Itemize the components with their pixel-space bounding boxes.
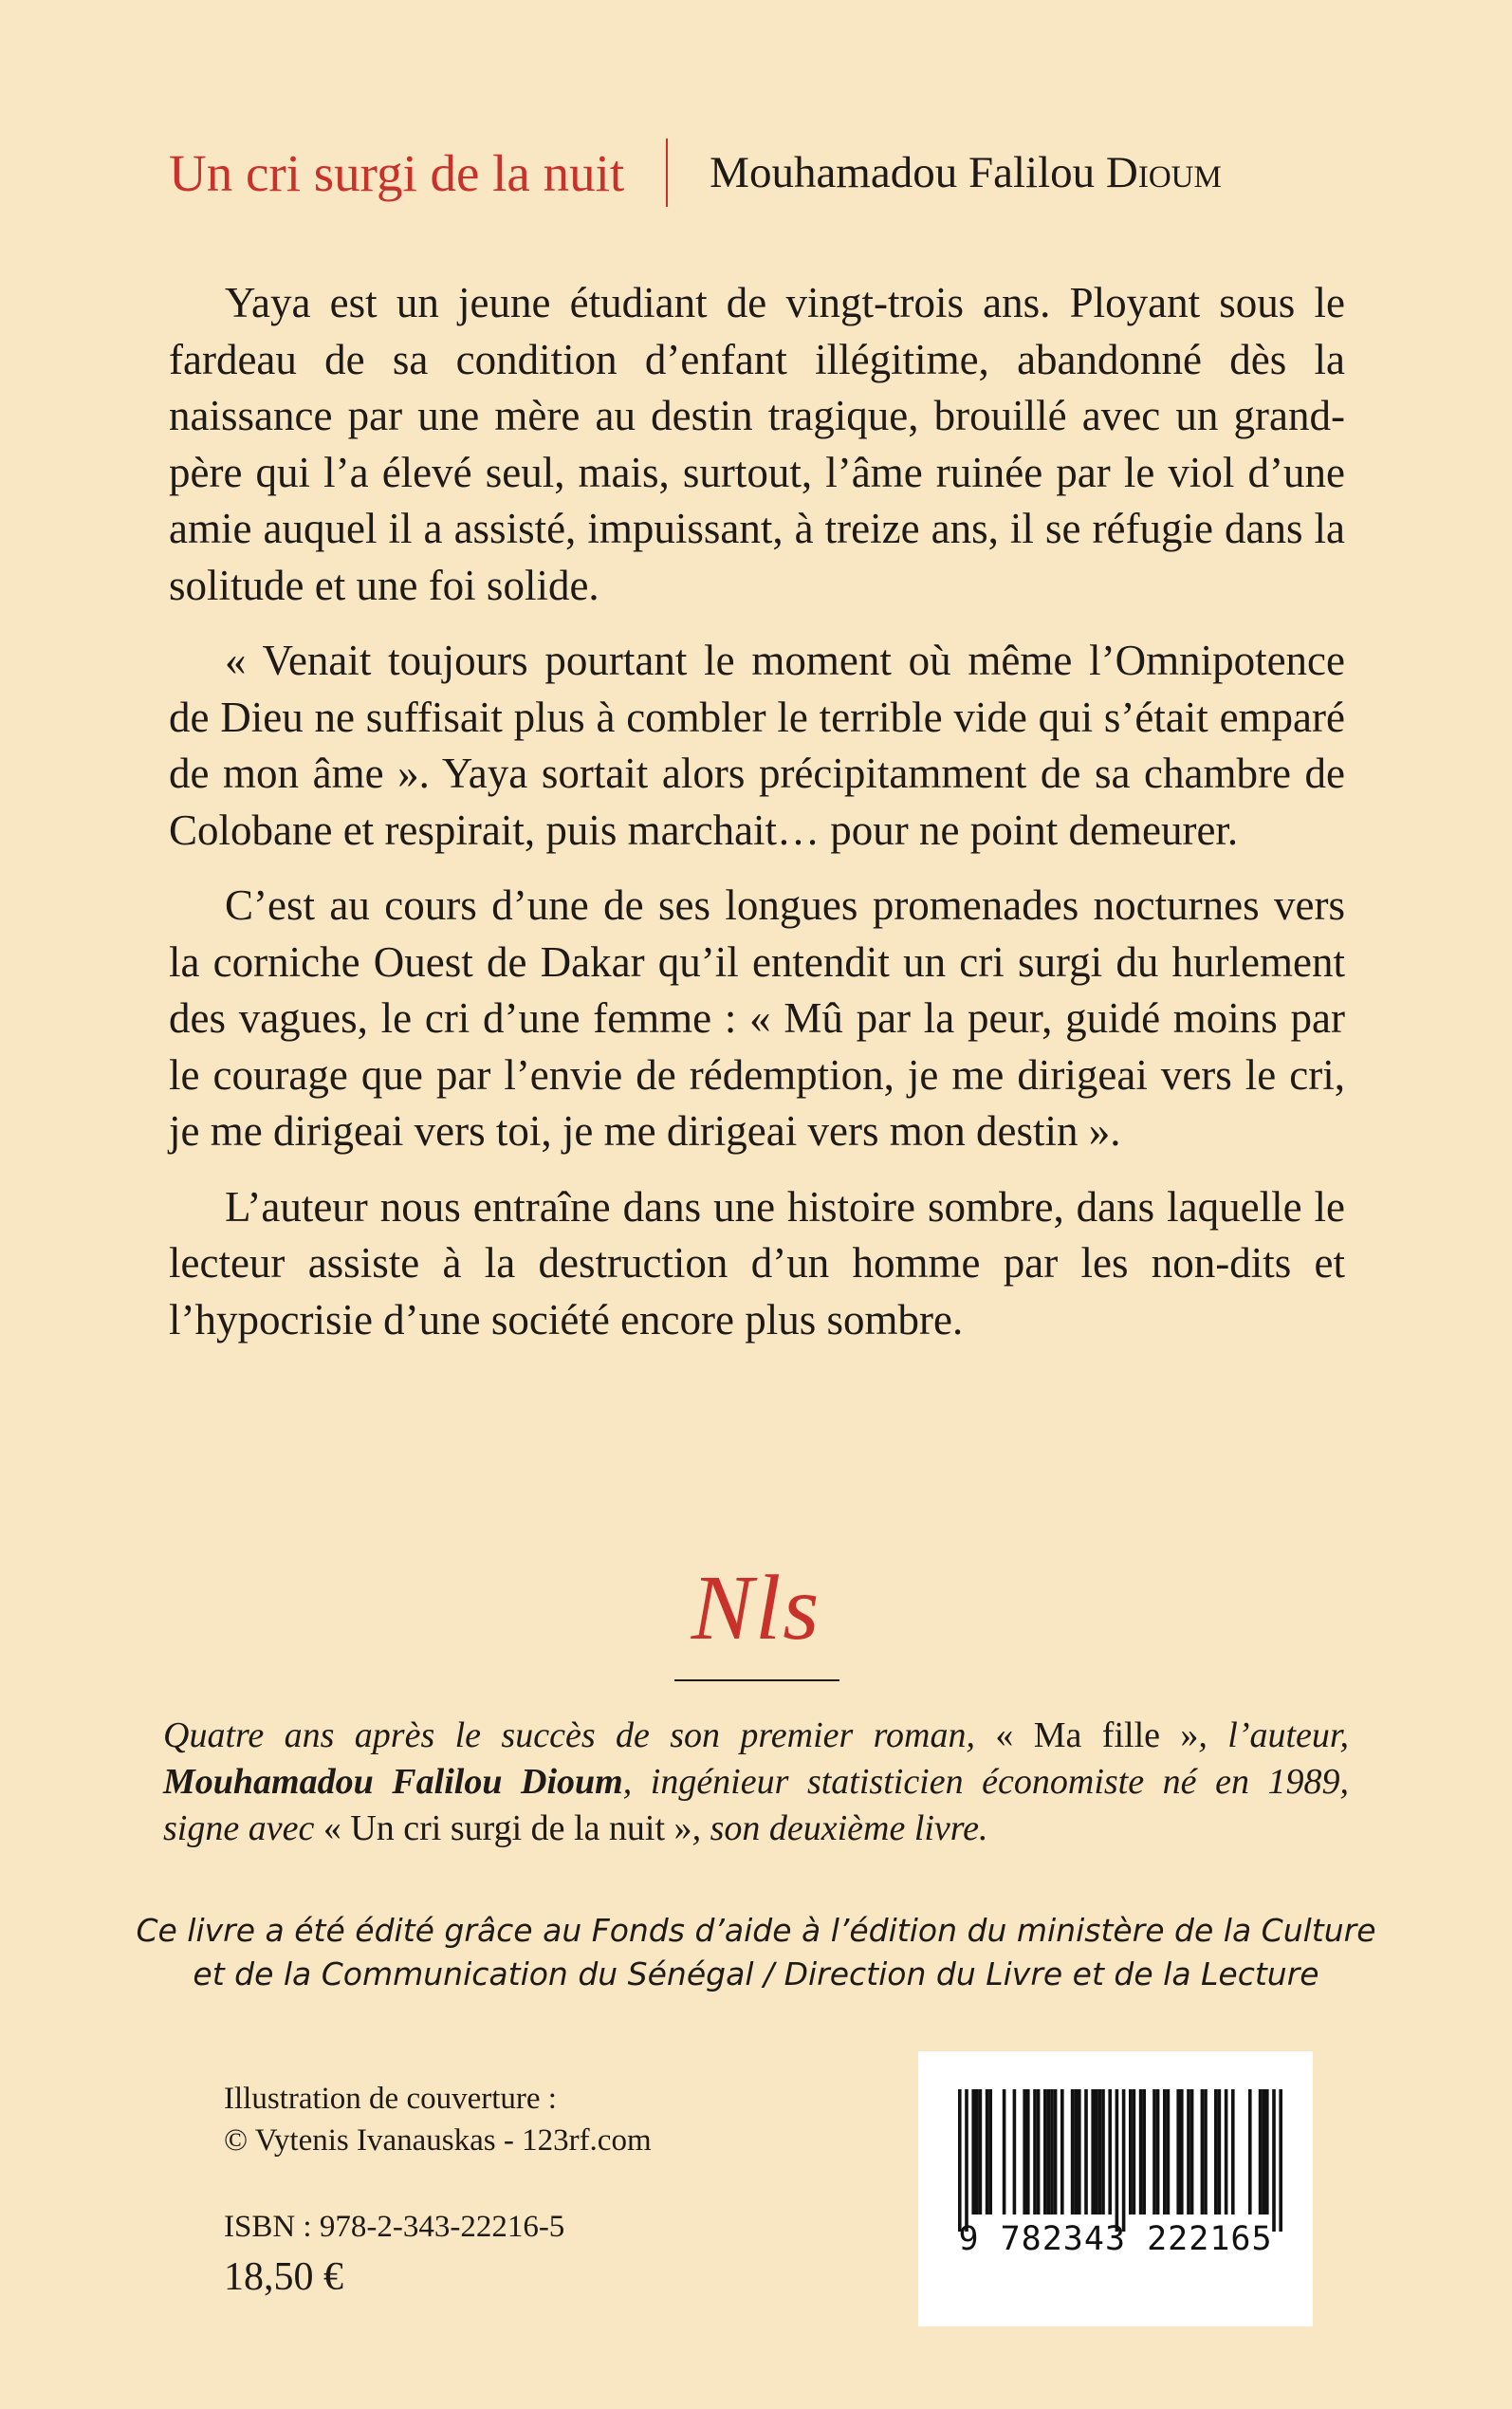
- barcode-bar: [1078, 2089, 1081, 2214]
- barcode-bar: [1225, 2089, 1228, 2214]
- bio-text-1: Quatre ans après le succès de son premier roman,: [163, 1715, 996, 1755]
- barcode-bar: [1023, 2089, 1026, 2214]
- author-last-name: Dioum: [1105, 148, 1222, 197]
- barcode-bar: [1047, 2089, 1051, 2214]
- barcode-bar: [1043, 2089, 1047, 2214]
- barcode-bar: [1026, 2089, 1030, 2214]
- barcode-bar: [1133, 2089, 1136, 2214]
- barcode-bar: [1033, 2089, 1037, 2214]
- barcode-bar: [1084, 2089, 1088, 2214]
- barcode-bar: [1201, 2089, 1205, 2214]
- cover-credits: [224, 2078, 840, 2161]
- barcode-bar: [1013, 2089, 1017, 2214]
- barcode-bar: [1152, 2089, 1156, 2214]
- barcode-bar: [1101, 2089, 1105, 2214]
- bio-text-2: , l’auteur,: [1198, 1715, 1349, 1755]
- barcode-bar: [1098, 2089, 1102, 2214]
- bio-author-name: Mouhamadou Falilou Dioum: [163, 1762, 623, 1802]
- bio-text-4: , son deuxième livre.: [691, 1808, 988, 1848]
- barcode-bar: [1142, 2089, 1146, 2214]
- barcode-bar: [1122, 2089, 1126, 2232]
- header-divider: [666, 139, 668, 207]
- funding-notice: [0, 1909, 1512, 1996]
- barcode-bar: [1139, 2089, 1143, 2214]
- barcode-bar: [1262, 2089, 1265, 2214]
- barcode-bar: [1071, 2089, 1075, 2214]
- barcode-bar: [1265, 2089, 1269, 2214]
- barcode-bar: [1060, 2089, 1064, 2214]
- credits-value: © Vytenis Ivanauskas - 123rf.com: [224, 2123, 652, 2158]
- barcode-bar: [1190, 2089, 1194, 2214]
- barcode-bar: [1116, 2089, 1119, 2232]
- barcode-bar: [1091, 2089, 1095, 2214]
- barcode-bar: [1037, 2089, 1041, 2214]
- blurb-paragraph-3: C’est au cours d’une de ses longues promenades nocturnes vers la corniche Ouest de Dakar qu’il entendit un cri surgi du hurlement des vagues, le cri d’une femme : « Mû par la peur, guidé moins par le courage que par l’envie de rédemption, je me dirigeai vers le cri, je me dirigeai vers toi, je me dirigeai vers mon destin ».: [169, 881, 1345, 1155]
- funding-line-2: et de la Communication du Sénégal / Direction du Livre et de la Lecture: [193, 1955, 1319, 1992]
- logo-divider: [674, 1679, 839, 1681]
- barcode-bar: [1156, 2089, 1160, 2214]
- barcode-bar: [1218, 2089, 1222, 2214]
- barcode-bar: [988, 2089, 992, 2214]
- bio-book-1: « Ma fille »: [995, 1715, 1199, 1755]
- barcode: [918, 2051, 1313, 2326]
- barcode-bar: [965, 2089, 968, 2232]
- author-bio: [163, 1713, 1349, 1852]
- author-first-name: Mouhamadou Falilou: [710, 148, 1106, 197]
- blurb-paragraph-2: « Venait toujours pourtant le moment où même l’Omnipotence de Dieu ne suffisait plus à combler le terrible vide qui s’était emparé de mon âme ». Yaya sortait alors précipitamment de sa chambre de Colobane et respirait, puis marchait… pour ne point demeurer.: [169, 637, 1345, 854]
- credits-label: Illustration de couverture :: [224, 2082, 557, 2116]
- barcode-bar: [1074, 2089, 1078, 2214]
- barcode-bar: [1129, 2089, 1133, 2214]
- blurb-paragraph-4: L’auteur nous entraîne dans une histoire sombre, dans laquelle le lecteur assiste à la destruction d’un homme par les non-dits et l’hypocrisie d’une société encore plus sombre.: [169, 1182, 1345, 1343]
- barcode-bar: [1163, 2089, 1167, 2214]
- bio-text-3: , ingénieur statisticien économiste né en 1989, signe avec: [163, 1762, 1349, 1848]
- barcode-bar: [1176, 2089, 1180, 2214]
- book-title: Un cri surgi de la nuit: [169, 143, 625, 202]
- barcode-bar: [1054, 2089, 1058, 2214]
- bio-book-2: « Un cri surgi de la nuit »: [323, 1808, 692, 1848]
- publisher-logo: Nls: [691, 1557, 821, 1659]
- author-name: [710, 147, 1222, 198]
- barcode-bar: [1095, 2089, 1098, 2214]
- barcode-bar: [1167, 2089, 1171, 2214]
- barcode-bar: [1231, 2089, 1235, 2214]
- barcode-bar: [1204, 2089, 1208, 2214]
- barcode-bar: [1279, 2089, 1282, 2232]
- barcode-bar: [986, 2089, 989, 2214]
- barcode-bar: [1214, 2089, 1218, 2214]
- barcode-bar: [1180, 2089, 1184, 2214]
- blurb: [169, 275, 1345, 1367]
- barcode-bar: [971, 2089, 975, 2214]
- barcode-bar: [979, 2089, 983, 2214]
- blurb-paragraph-1: Yaya est un jeune étudiant de vingt-trois ans. Ployant sous le fardeau de sa condition d’enfant illégitime, abandonné dès la naissance par une mère au destin tragique, brouillé avec un grand-père qui l’a élevé seul, mais, surtout, l’âme ruinée par le viol d’une amie auquel il a assisté, impuissant, à treize ans, il se réfugie dans la solitude et une foi solide.: [169, 279, 1345, 609]
- header: [169, 135, 1345, 211]
- barcode-bar: [1259, 2089, 1263, 2214]
- barcode-bar: [1108, 2089, 1112, 2214]
- barcode-bar: [1272, 2089, 1276, 2232]
- barcode-bar: [975, 2089, 979, 2214]
- barcode-bar: [1050, 2089, 1054, 2214]
- barcode-bar: [1003, 2089, 1006, 2214]
- barcode-digits: 9 782343 222165: [958, 2220, 1273, 2258]
- barcode-bar: [958, 2089, 962, 2232]
- isbn: ISBN : 978-2-343-22216-5: [224, 2210, 565, 2244]
- price: 18,50 €: [224, 2255, 343, 2299]
- barcode-bar: [1248, 2089, 1252, 2214]
- barcode-bar: [1187, 2089, 1190, 2214]
- funding-line-1: Ce livre a été édité grâce au Fonds d’aide à l’édition du ministère de la Culture: [136, 1912, 1376, 1949]
- barcode-bars: [918, 2051, 1313, 2326]
